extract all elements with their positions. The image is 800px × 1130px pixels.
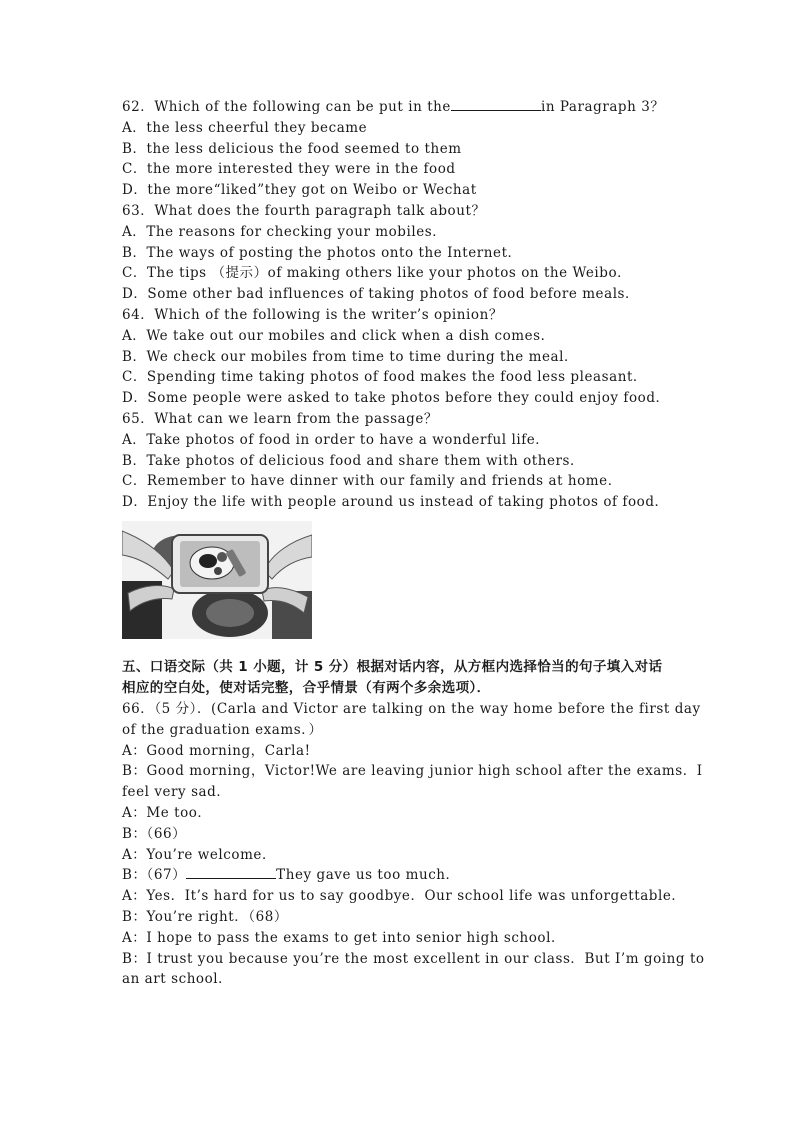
question-64-stem: 64．Which of the following is the writer’s opinion？: [122, 306, 503, 323]
question-66-intro-line-1: 66．（5 分）．(Carla and Victor are talking on the way home before the first day: [122, 700, 701, 717]
dialogue-line-9: A：I hope to pass the exams to get into senior high school．: [122, 929, 566, 946]
dialogue-line-6-prefix: B：（67）: [122, 867, 187, 884]
question-62-option-c: C．the more interested they were in the food: [122, 161, 456, 178]
dialogue-line-2: B：Good morning，Victor!We are leaving junior high school after the exams．I: [122, 763, 703, 780]
answer-blank: [451, 97, 541, 111]
question-63-option-d: D．Some other bad influences of taking photos of food before meals．: [122, 286, 640, 303]
dialogue-line-6: [122, 865, 682, 886]
exam-page: [122, 97, 705, 990]
question-66-intro-line-2: of the graduation exams．）: [122, 721, 323, 738]
dialogue-line-8: B：You’re right．（68）: [122, 908, 288, 925]
question-64-option-b: B．We check our mobiles from time to time during the meal．: [122, 348, 579, 365]
section-5-heading-line-2: 相应的空白处，使对话完整，合乎情景（有两个多余选项）．: [122, 679, 491, 696]
question-62-option-d: D．the more“liked”they got on Weibo or Wechat: [122, 182, 477, 199]
question-63-option-c: C．The tips （提示）of making others like your photos on the Weibo．: [122, 265, 632, 282]
question-65-option-c: C．Remember to have dinner with our family and friends at home．: [122, 473, 622, 490]
question-64-option-a: A．We take out our mobiles and click when a dish comes．: [122, 327, 555, 344]
question-64-option-d: D．Some people were asked to take photos before they could enjoy food．: [122, 390, 670, 407]
question-62-stem: [122, 97, 682, 118]
dialogue-line-10: B：I trust you because you’re the most excellent in our class．But I’m going to: [122, 950, 705, 967]
hands-holding-phone-photographing-food-icon: [122, 521, 312, 639]
question-65-option-b: B．Take photos of delicious food and share them with others．: [122, 452, 585, 469]
question-65-option-a: A．Take photos of food in order to have a wonderful life．: [122, 431, 550, 448]
question-62-stem-text: 62．Which of the following can be put in the: [122, 99, 451, 115]
question-62-stem-tail: in Paragraph 3？: [540, 99, 665, 115]
dialogue-line-3: A：Me too．: [122, 804, 212, 821]
question-63-option-b: B．The ways of posting the photos onto the Internet．: [122, 244, 522, 261]
dialogue-line-6-suffix: They gave us too much．: [276, 867, 460, 884]
question-64-option-c: C．Spending time taking photos of food makes the food less pleasant．: [122, 369, 647, 386]
question-62-option-a: A．the less cheerful they became: [122, 119, 368, 136]
dialogue-line-5: A：You’re welcome．: [122, 846, 277, 863]
question-62-option-b: B．the less delicious the food seemed to them: [122, 140, 462, 157]
dialogue-line-7: A：Yes．It’s hard for us to say goodbye．Our school life was unforgettable．: [122, 888, 686, 905]
answer-blank: [186, 865, 276, 879]
dialogue-line-2-continued: feel very sad．: [122, 784, 231, 801]
dialogue-line-4: B：（66）: [122, 825, 187, 842]
section-5-heading-line-1: 五、口语交际（共 1 小题，计 5 分）根据对话内容，从方框内选择恰当的句子填入对话: [122, 658, 663, 675]
dialogue-line-10-continued: an art school．: [122, 971, 233, 988]
question-65-stem: 65．What can we learn from the passage？: [122, 410, 438, 427]
question-65-option-d: D．Enjoy the life with people around us instead of taking photos of food．: [122, 494, 669, 511]
question-63-option-a: A．The reasons for checking your mobiles．: [122, 223, 447, 240]
question-63-stem: 63．What does the fourth paragraph talk about？: [122, 202, 486, 219]
dialogue-line-1: A：Good morning，Carla!: [122, 742, 311, 759]
